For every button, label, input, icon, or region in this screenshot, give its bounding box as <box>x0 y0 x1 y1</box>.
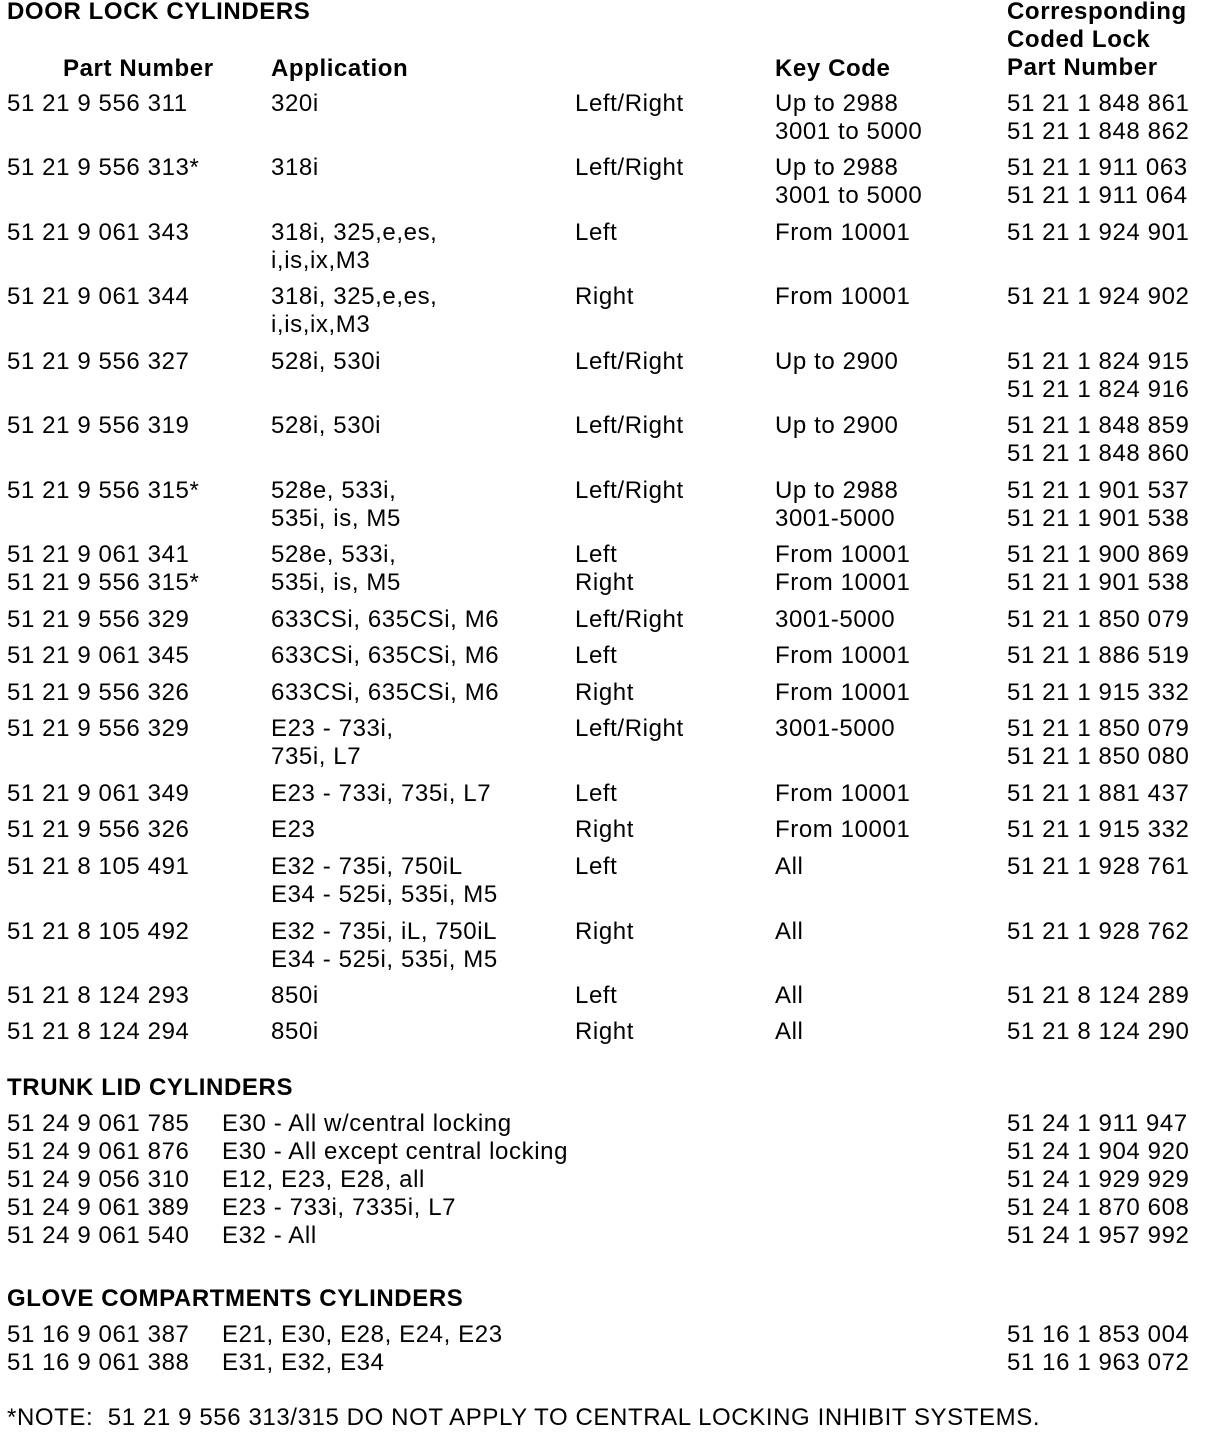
coded-lock-header-line3: Part Number <box>1007 54 1158 81</box>
cell-side <box>575 1018 634 1046</box>
cell-key <box>775 541 910 597</box>
cell-key <box>775 154 922 210</box>
cell-side <box>575 412 684 440</box>
application-header: Application <box>271 55 409 82</box>
cell-code <box>1007 477 1190 533</box>
cell-app <box>271 477 401 533</box>
key-line: From 10001 <box>775 679 911 706</box>
code-line: 51 21 1 824 916 <box>1007 376 1190 403</box>
cell-code: 51 24 1 957 992 <box>1007 1222 1190 1249</box>
cell-part <box>7 1018 190 1046</box>
code-line: 51 21 1 824 915 <box>1007 348 1190 375</box>
cell-side <box>575 816 634 844</box>
cell-code <box>1007 348 1190 404</box>
code-line: 51 21 8 124 290 <box>1007 1018 1190 1045</box>
key-line: From 10001 <box>775 283 911 310</box>
cell-code <box>1007 780 1190 808</box>
code-line: 51 21 1 911 063 <box>1007 154 1188 181</box>
cell-code <box>1007 412 1190 468</box>
app-line: 528e, 533i, <box>271 477 397 504</box>
coded-lock-header-line2: Coded Lock <box>1007 26 1151 53</box>
side-line: Left <box>575 541 618 568</box>
code-line: 51 21 1 886 519 <box>1007 642 1190 669</box>
cell-key <box>775 679 910 707</box>
side-line: Right <box>575 918 635 945</box>
side-line: Left <box>575 780 618 807</box>
code-line: 51 21 1 924 901 <box>1007 219 1190 246</box>
code-line: 51 21 8 124 289 <box>1007 982 1190 1009</box>
key-line: 3001 to 5000 <box>775 118 923 145</box>
cell-app <box>271 780 491 808</box>
cell-part <box>7 90 188 118</box>
cell-part: 51 16 9 061 388 <box>7 1349 190 1376</box>
cell-part <box>7 219 190 247</box>
cell-code <box>1007 1018 1190 1046</box>
cell-code: 51 24 1 904 920 <box>1007 1138 1190 1165</box>
app-line: E32 - 735i, iL, 750iL <box>271 918 498 945</box>
cell-part <box>7 412 190 440</box>
key-line: From 10001 <box>775 569 911 596</box>
cell-app <box>271 982 319 1010</box>
side-line: Right <box>575 569 635 596</box>
part-line: 51 21 9 061 345 <box>7 642 190 669</box>
code-line: 51 21 1 881 437 <box>1007 780 1190 807</box>
cell-side <box>575 219 617 247</box>
cell-part <box>7 780 190 808</box>
key-line: All <box>775 918 804 945</box>
code-line: 51 21 1 848 860 <box>1007 440 1190 467</box>
cell-code <box>1007 679 1190 707</box>
part-line: 51 21 9 061 344 <box>7 283 190 310</box>
cell-code <box>1007 982 1190 1010</box>
part-line: 51 21 9 556 327 <box>7 348 190 375</box>
app-line: E34 - 525i, 535i, M5 <box>271 946 498 973</box>
cell-code <box>1007 154 1188 210</box>
app-line: 850i <box>271 982 319 1009</box>
cell-key <box>775 780 910 808</box>
side-line: Left/Right <box>575 477 684 504</box>
cell-app <box>271 219 437 275</box>
part-line: 51 21 9 556 319 <box>7 412 190 439</box>
cell-side <box>575 283 634 311</box>
code-line: 51 21 1 901 537 <box>1007 477 1190 504</box>
key-line: From 10001 <box>775 780 911 807</box>
cell-code: 51 16 1 853 004 <box>1007 1321 1190 1348</box>
cell-part <box>7 606 190 634</box>
cell-side <box>575 154 684 182</box>
app-line: 633CSi, 635CSi, M6 <box>271 606 500 633</box>
cell-part <box>7 283 190 311</box>
cell-key <box>775 606 895 634</box>
cell-part <box>7 154 199 182</box>
cell-app <box>271 816 316 844</box>
cell-code <box>1007 90 1190 146</box>
key-line: Up to 2900 <box>775 412 899 439</box>
key-line: All <box>775 1018 804 1045</box>
cell-code <box>1007 918 1190 946</box>
cell-code <box>1007 715 1190 771</box>
cell-app <box>271 283 437 339</box>
code-line: 51 21 1 900 869 <box>1007 541 1190 568</box>
cell-code: 51 24 1 929 929 <box>1007 1166 1190 1193</box>
cell-app: E21, E30, E28, E24, E23 <box>222 1321 503 1348</box>
cell-part <box>7 715 190 743</box>
part-line: 51 21 9 556 315* <box>7 477 200 504</box>
side-line: Left <box>575 642 618 669</box>
cell-code <box>1007 219 1190 247</box>
cell-app <box>271 90 319 118</box>
key-line: From 10001 <box>775 642 911 669</box>
cell-code <box>1007 541 1190 597</box>
cell-app: E30 - All except central locking <box>222 1138 569 1165</box>
cell-app <box>271 1018 319 1046</box>
cell-key <box>775 918 803 946</box>
key-line: From 10001 <box>775 219 911 246</box>
cell-app <box>271 541 401 597</box>
app-line: i,is,ix,M3 <box>271 311 371 338</box>
side-line: Right <box>575 1018 635 1045</box>
key-line: From 10001 <box>775 541 911 568</box>
code-line: 51 21 1 911 064 <box>1007 182 1188 209</box>
key-line: All <box>775 853 804 880</box>
cell-app <box>271 918 498 974</box>
cell-app: E31, E32, E34 <box>222 1349 385 1376</box>
side-line: Right <box>575 283 635 310</box>
app-line: 633CSi, 635CSi, M6 <box>271 679 500 706</box>
side-line: Left <box>575 853 618 880</box>
cell-key <box>775 348 898 376</box>
key-line: From 10001 <box>775 816 911 843</box>
code-line: 51 21 1 850 079 <box>1007 606 1190 633</box>
cell-side <box>575 853 617 881</box>
app-line: 735i, L7 <box>271 743 362 770</box>
part-line: 51 21 9 556 315* <box>7 569 200 596</box>
cell-key <box>775 412 898 440</box>
door-lock-title: DOOR LOCK CYLINDERS <box>7 0 311 25</box>
side-line: Left/Right <box>575 606 684 633</box>
cell-app <box>271 412 381 440</box>
key-line: Up to 2988 <box>775 90 899 117</box>
cell-key <box>775 1018 803 1046</box>
code-line: 51 21 1 848 861 <box>1007 90 1190 117</box>
cell-side <box>575 715 684 743</box>
side-line: Left/Right <box>575 715 684 742</box>
app-line: 850i <box>271 1018 319 1045</box>
cell-app: E12, E23, E28, all <box>222 1166 425 1193</box>
cell-part <box>7 918 190 946</box>
cell-code: 51 24 1 911 947 <box>1007 1110 1188 1137</box>
app-line: 318i <box>271 154 319 181</box>
side-line: Right <box>575 679 635 706</box>
cell-key <box>775 90 922 146</box>
cell-key <box>775 219 910 247</box>
cell-side <box>575 606 684 634</box>
key-line: Up to 2988 <box>775 477 899 504</box>
code-line: 51 21 1 915 332 <box>1007 816 1190 843</box>
cell-part: 51 24 9 061 785 <box>7 1110 190 1137</box>
app-line: 633CSi, 635CSi, M6 <box>271 642 500 669</box>
side-line: Left/Right <box>575 348 684 375</box>
key-line: All <box>775 982 804 1009</box>
app-line: E23 - 733i, 735i, L7 <box>271 780 492 807</box>
part-line: 51 21 9 556 329 <box>7 715 190 742</box>
cell-part: 51 24 9 061 389 <box>7 1194 190 1221</box>
app-line: E23 <box>271 816 316 843</box>
cell-code <box>1007 283 1190 311</box>
side-line: Right <box>575 816 635 843</box>
cell-code <box>1007 642 1190 670</box>
app-line: E23 - 733i, <box>271 715 394 742</box>
code-line: 51 21 1 901 538 <box>1007 569 1190 596</box>
part-line: 51 21 8 105 492 <box>7 918 190 945</box>
code-line: 51 21 1 928 761 <box>1007 853 1190 880</box>
side-line: Left <box>575 219 618 246</box>
cell-code <box>1007 816 1190 844</box>
cell-app: E30 - All w/central locking <box>222 1110 512 1137</box>
cell-key <box>775 642 910 670</box>
footnote: *NOTE: 51 21 9 556 313/315 DO NOT APPLY TO CENTRAL LOCKING INHIBIT SYSTEMS. <box>7 1404 1041 1431</box>
cell-app <box>271 715 394 771</box>
key-line: Up to 2900 <box>775 348 899 375</box>
code-line: 51 21 1 924 902 <box>1007 283 1190 310</box>
key-line: 3001 to 5000 <box>775 182 923 209</box>
cell-part: 51 16 9 061 387 <box>7 1321 190 1348</box>
app-line: 535i, is, M5 <box>271 505 401 532</box>
cell-key <box>775 477 898 533</box>
cell-part <box>7 982 190 1010</box>
side-line: Left/Right <box>575 154 684 181</box>
cell-app <box>271 853 498 909</box>
cell-side <box>575 780 617 808</box>
app-line: 528i, 530i <box>271 348 382 375</box>
part-line: 51 21 8 105 491 <box>7 853 190 880</box>
part-line: 51 21 9 556 313* <box>7 154 200 181</box>
cell-side <box>575 90 684 118</box>
cell-part <box>7 541 199 597</box>
part-line: 51 21 9 061 341 <box>7 541 190 568</box>
cell-part <box>7 853 190 881</box>
app-line: 528e, 533i, <box>271 541 397 568</box>
part-line: 51 21 9 556 311 <box>7 90 188 117</box>
cell-app <box>271 642 499 670</box>
cell-key <box>775 982 803 1010</box>
cell-code: 51 24 1 870 608 <box>1007 1194 1190 1221</box>
app-line: E32 - 735i, 750iL <box>271 853 463 880</box>
key-line: 3001-5000 <box>775 505 896 532</box>
cell-code <box>1007 853 1190 881</box>
side-line: Left/Right <box>575 412 684 439</box>
part-line: 51 21 9 556 326 <box>7 816 190 843</box>
cell-part <box>7 348 190 376</box>
part-line: 51 21 9 061 343 <box>7 219 190 246</box>
part-line: 51 21 8 124 293 <box>7 982 190 1009</box>
key-line: Up to 2988 <box>775 154 899 181</box>
cell-key <box>775 816 910 844</box>
side-line: Left/Right <box>575 90 684 117</box>
part-line: 51 21 9 061 349 <box>7 780 190 807</box>
cell-part <box>7 477 199 505</box>
app-line: 318i, 325,e,es, <box>271 219 438 246</box>
part-line: 51 21 9 556 329 <box>7 606 190 633</box>
code-line: 51 21 1 848 862 <box>1007 118 1190 145</box>
code-line: 51 21 1 915 332 <box>1007 679 1190 706</box>
app-line: E34 - 525i, 535i, M5 <box>271 881 498 908</box>
cell-app: E32 - All <box>222 1222 317 1249</box>
cell-key <box>775 715 895 743</box>
cell-side <box>575 982 617 1010</box>
side-line: Left <box>575 982 618 1009</box>
cell-side <box>575 642 617 670</box>
part-line: 51 21 8 124 294 <box>7 1018 190 1045</box>
code-line: 51 21 1 901 538 <box>1007 505 1190 532</box>
cell-side <box>575 477 684 505</box>
key-code-header: Key Code <box>775 55 891 82</box>
code-line: 51 21 1 848 859 <box>1007 412 1190 439</box>
cell-part <box>7 679 190 707</box>
app-line: i,is,ix,M3 <box>271 247 371 274</box>
cell-side <box>575 348 684 376</box>
coded-lock-header-line1: Corresponding <box>1007 0 1187 25</box>
glove-title: GLOVE COMPARTMENTS CYLINDERS <box>7 1285 464 1312</box>
key-line: 3001-5000 <box>775 715 896 742</box>
cell-app <box>271 606 499 634</box>
cell-side <box>575 918 634 946</box>
part-number-header: Part Number <box>63 55 214 82</box>
cell-app: E23 - 733i, 7335i, L7 <box>222 1194 457 1221</box>
code-line: 51 21 1 928 762 <box>1007 918 1190 945</box>
cell-part <box>7 816 190 844</box>
app-line: 528i, 530i <box>271 412 382 439</box>
cell-part: 51 24 9 056 310 <box>7 1166 190 1193</box>
cell-part <box>7 642 190 670</box>
code-line: 51 21 1 850 079 <box>1007 715 1190 742</box>
app-line: 318i, 325,e,es, <box>271 283 438 310</box>
cell-side <box>575 541 634 597</box>
cell-app <box>271 154 319 182</box>
trunk-lid-title: TRUNK LID CYLINDERS <box>7 1074 294 1101</box>
key-line: 3001-5000 <box>775 606 896 633</box>
app-line: 320i <box>271 90 319 117</box>
cell-code <box>1007 606 1190 634</box>
cell-app <box>271 679 499 707</box>
cell-part: 51 24 9 061 540 <box>7 1222 190 1249</box>
code-line: 51 21 1 850 080 <box>1007 743 1190 770</box>
cell-key <box>775 853 803 881</box>
cell-key <box>775 283 910 311</box>
cell-side <box>575 679 634 707</box>
part-line: 51 21 9 556 326 <box>7 679 190 706</box>
cell-code: 51 16 1 963 072 <box>1007 1349 1190 1376</box>
cell-app <box>271 348 381 376</box>
app-line: 535i, is, M5 <box>271 569 401 596</box>
cell-part: 51 24 9 061 876 <box>7 1138 190 1165</box>
